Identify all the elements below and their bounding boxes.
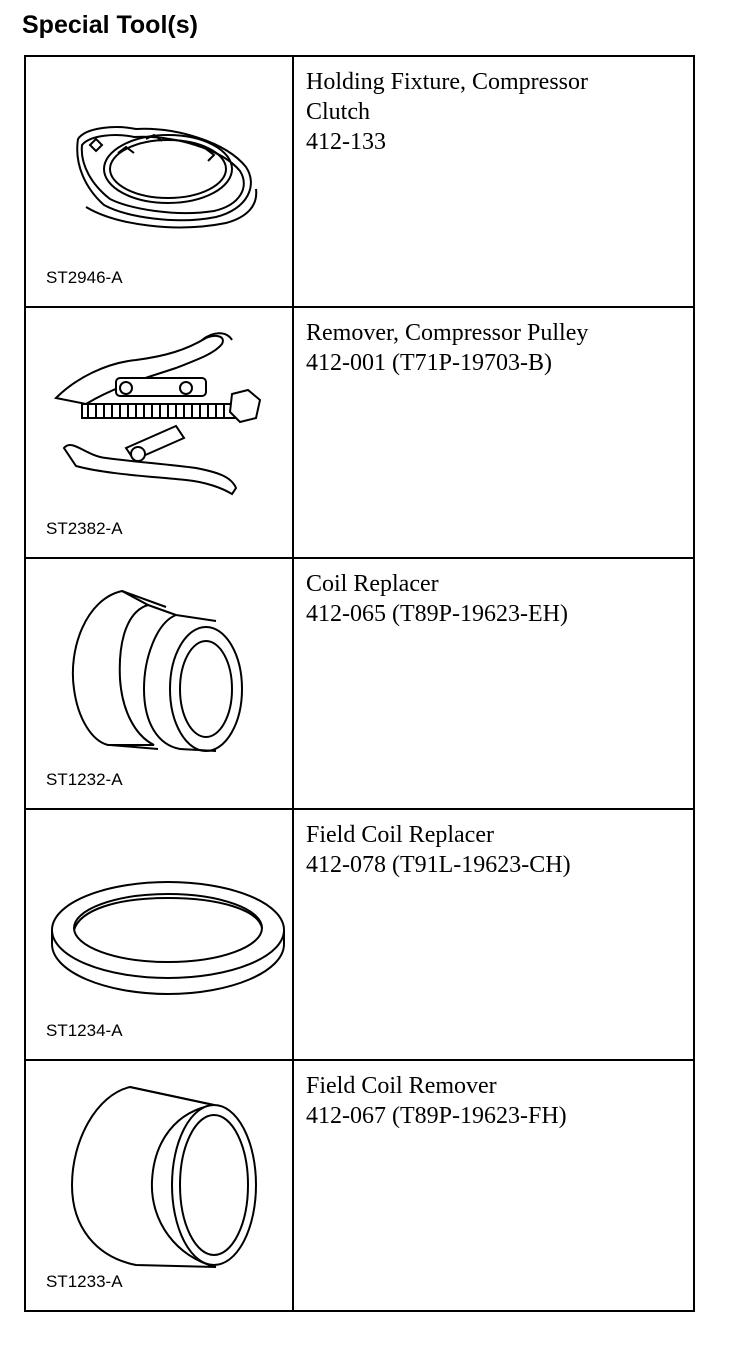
tool-description (306, 1071, 693, 1131)
tool-number-line: 412-001 (T71P-19703-B) (306, 350, 552, 376)
tool-description-cell (293, 1060, 694, 1311)
tool-illustration-cell (25, 1060, 293, 1311)
tool-row (25, 558, 694, 809)
tool-name-line: Holding Fixture, Compressor (306, 69, 588, 95)
tool-name-line: Field Coil Replacer (306, 822, 494, 848)
figure-code: ST2946-A (46, 268, 123, 287)
special-tools-table (24, 55, 695, 1312)
tool-row (25, 307, 694, 558)
tool-description (306, 318, 693, 378)
tool-description-cell (293, 307, 694, 558)
figure-code: ST1232-A (46, 770, 123, 789)
figure-code: ST1233-A (46, 1272, 123, 1291)
tool-description (306, 569, 693, 629)
tool-description (306, 820, 693, 880)
tool-number-line: 412-067 (T89P-19623-FH) (306, 1103, 567, 1129)
tool-name-line: Clutch (306, 99, 370, 125)
tool-name-line: Coil Replacer (306, 571, 439, 597)
figure-code: ST2382-A (46, 519, 123, 538)
tool-name-line: Remover, Compressor Pulley (306, 320, 589, 346)
tool-illustration-cell (25, 56, 293, 307)
tool-description-cell (293, 809, 694, 1060)
tool-number-line: 412-078 (T91L-19623-CH) (306, 852, 571, 878)
tool-row (25, 809, 694, 1060)
tool-number-line: 412-065 (T89P-19623-EH) (306, 601, 568, 627)
tool-description-cell (293, 558, 694, 809)
tool-illustration-cell (25, 558, 293, 809)
tool-description-cell (293, 56, 694, 307)
tool-illustration-cell (25, 307, 293, 558)
tool-illustration-cell (25, 809, 293, 1060)
tool-description (306, 67, 693, 157)
figure-code: ST1234-A (46, 1021, 123, 1040)
tool-row (25, 56, 694, 307)
page-title: Special Tool(s) (22, 11, 198, 39)
tool-number-line: 412-133 (306, 129, 386, 155)
tool-row (25, 1060, 694, 1311)
tool-name-line: Field Coil Remover (306, 1073, 497, 1099)
